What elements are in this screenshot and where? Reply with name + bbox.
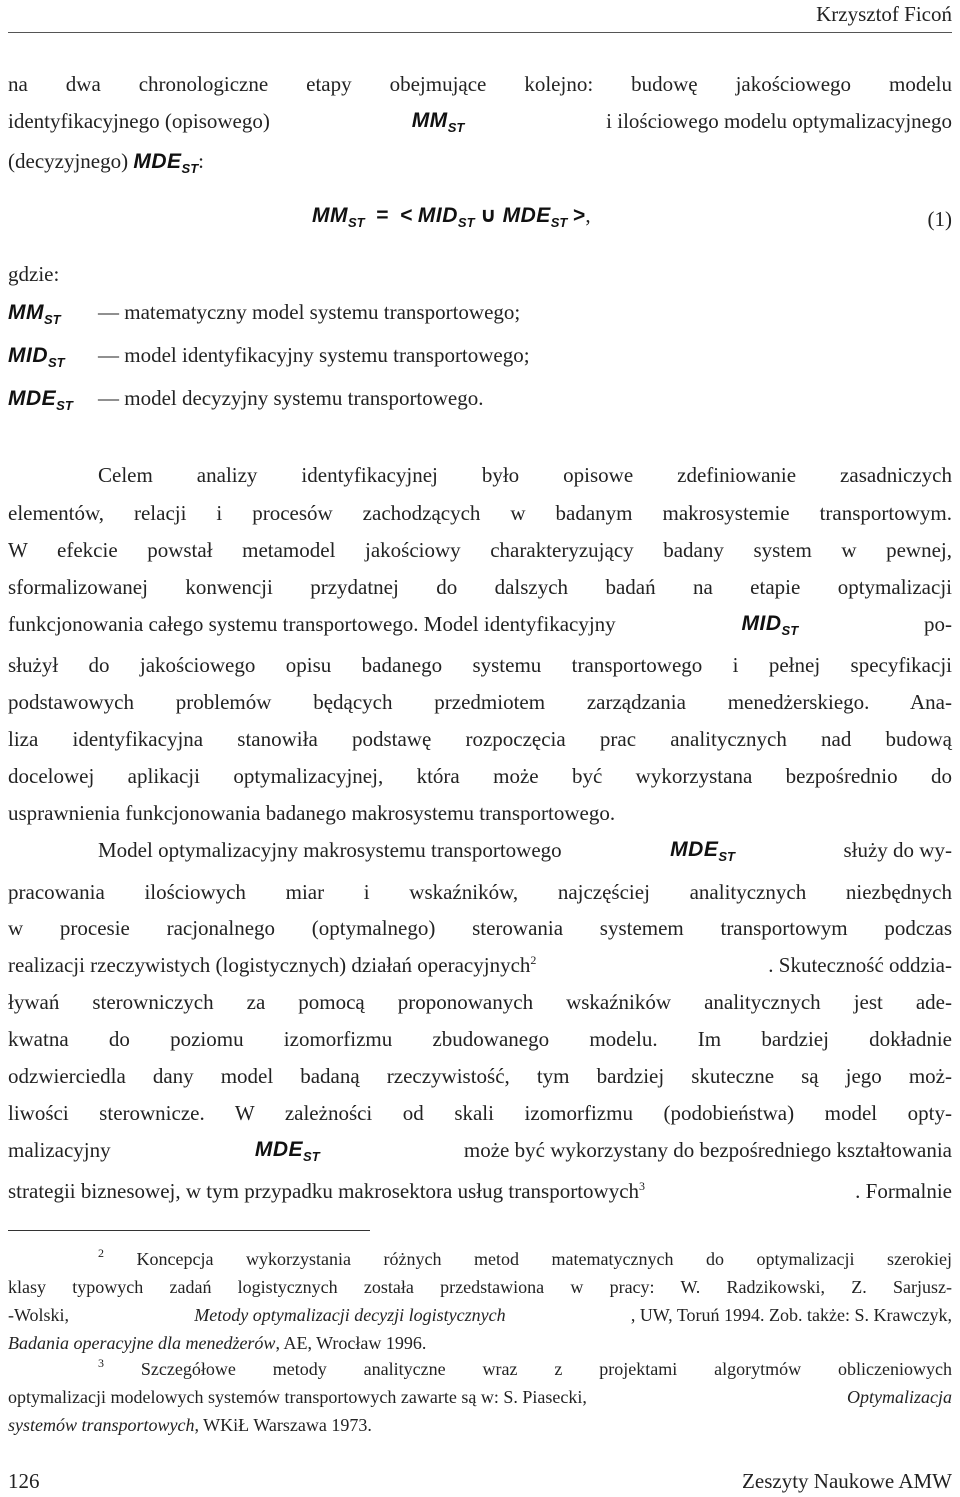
where-label: gdzie: [8,262,60,286]
intro-line-2-text-a: identyfikacyjnego (opisowego) [8,109,270,133]
footnote-rule [8,1230,370,1231]
para1-line-5 [8,612,952,638]
intro-line-3-colon: : [198,149,204,173]
para1-line-4: sformalizowanej konwencji przydatnej do dalszych badań na etapie optymalizacji [8,575,952,599]
para2-line-4-text-b: . Skuteczność oddzia- [768,953,952,977]
formula-equals: = [375,204,389,227]
para2-line-9-text-b: może być wykorzystany do bezpośredniego kształtowania [463,1138,952,1162]
where-symbol-mid: $MID_{ST}$ [8,344,65,370]
symbol-mde: $MDE_{ST}$ [133,150,199,176]
footnote-2-title-2: Badania operacyjne dla menedżerów [8,1333,276,1353]
intro-line-3-text: (decyzyjnego) [8,149,129,173]
footnote-2-line-3-text-b: , UW, Toruń 1994. Zob. także: S. Krawczyk, [630,1305,952,1325]
footnote-2-line-3 [8,1305,952,1326]
intro-line-1: na dwa chronologiczne etapy obejmujące kolejno: budowę jakościowego modelu [8,72,952,96]
para2-line-1 [98,838,952,864]
footnote-2-number: 2 [98,1246,104,1260]
para1-line-6: służył do jakościowego opisu badanego systemu transportowego i pełnej specyfikacji [8,653,952,677]
where-text-mid: — model identyfikacyjny systemu transportowego; [98,343,530,367]
footnote-2-line-2: klasy typowych zadań logistycznych została przedstawiona w pracy: W. Radzikowski, Z. Sarjusz- [8,1277,952,1297]
para1-line-5-hyphen: po- [924,612,952,636]
symbol-mm: $MM_{ST}$ [411,109,465,135]
para2-line-4 [8,953,952,978]
para1-line-5-text: funkcjonowania całego systemu transportowego. Model identyfikacyjny [8,612,616,636]
para2-line-8: liwości sterownicze. W zależności od skali izomorfizmu (podobieństwa) model opty- [8,1101,952,1125]
para1-line-3: W efekcie powstał metamodel jakościowy charakteryzujący badany system w pewnej, [8,538,952,562]
formula [312,203,591,230]
para1-line-8: liza identyfikacyjna stanowiła podstawę rozpoczęcia prac analitycznych nad budową [8,727,952,751]
footnote-ref-2: 2 [530,953,537,967]
para2-symbol-mde: $MDE_{ST}$ [670,838,735,864]
journal-name: Zeszyty Naukowe AMW [742,1469,952,1493]
formula-mde: $MDE_{ST}$ [502,204,568,230]
intro-line-2 [8,109,952,135]
footnote-2-line-4 [8,1333,952,1354]
para2-line-3: w procesie racjonalnego (optymalnego) sterowania systemem transportowym podczas [8,916,952,940]
intro-line-2-text-b: i ilościowego modelu optymalizacyjnego [606,109,952,133]
para2-line-4-text-a: realizacji rzeczywistych (logistycznych) działań operacyjnych$^2$ [8,953,537,977]
page-number: 126 [8,1469,40,1493]
footnote-2-title-1: Metody optymalizacji decyzji logistycznych [194,1305,506,1325]
where-text-mm: — matematyczny model systemu transportowego; [98,300,521,324]
para1-line-9: docelowej aplikacji optymalizacyjnej, która może być wykorzystana bezpośrednio do [8,764,952,788]
para1-line-7: podstawowych problemów będących przedmiotem zarządzania menedżerskiego. Ana- [8,690,952,714]
footnote-3-line-3 [8,1415,952,1436]
header-rule [8,32,952,33]
footnote-3-line-2-text: optymalizacji modelowych systemów transportowych zawarte są w: S. Piasecki, [8,1387,587,1407]
para2-line-10-text-a: strategii biznesowej, w tym przypadku makrosektora usług transportowych$^3$ [8,1179,646,1203]
footnote-3-line-2 [8,1387,952,1408]
footnote-3-number: 3 [98,1356,104,1370]
footnote-2-line-4-text: , AE, Wrocław 1996. [275,1333,427,1353]
footnote-3-title-a: Optymalizacja [847,1387,952,1407]
footnote-ref-3: 3 [639,1179,646,1193]
footnote-3-line-1: $^3$ Szczegółowe metody analityczne wraz z projektami algorytmów obliczeniowych [98,1356,953,1379]
where-item-mm [8,300,61,327]
where-symbol-mm: $MM_{ST}$ [8,301,61,327]
where-item-mid [8,343,65,370]
intro-line-3 [8,149,952,176]
footnote-2-line-3-text-a: -Wolski, [8,1305,70,1325]
formula-number: (1) [927,207,952,231]
para2-line-5: ływań sterowniczych za pomocą proponowanych wskaźników analitycznych jest ade- [8,990,952,1014]
formula-mm: $MM_{ST}$ [312,204,365,230]
formula-union: ∪ [479,204,498,227]
footnote-2-line-1: $^2$ Koncepcja wykorzystania różnych metod matematycznych do optymalizacji szerokiej [98,1246,952,1269]
para1-line-1: Celem analizy identyfikacyjnej było opisowe zdefiniowanie zasadniczych [98,463,952,487]
footnote-3-line-3-text: , WKiŁ Warszawa 1973. [194,1415,372,1435]
formula-gt: > [572,204,586,227]
para2-line-9-symbol-mde: $MDE_{ST}$ [254,1138,320,1164]
formula-mid: $MID_{ST}$ [417,204,475,230]
para1-line-2: elementów, relacji i procesów zachodzących w badanym makrosystemie transportowym. [8,501,952,525]
where-item-mde [8,386,73,413]
para2-line-1-text-b: służy do wy- [843,838,952,862]
para2-line-1-text-a: Model optymalizacyjny makrosystemu transportowego [98,838,562,862]
formula-comma: , [585,203,591,227]
para2-line-10-text-b: . Formalnie [855,1179,952,1203]
running-header-author: Krzysztof Ficoń [816,2,952,26]
where-text-mde: — model decyzyjny systemu transportowego. [98,386,484,410]
para2-line-7: odzwierciedla dany model badaną rzeczywistość, tym bardziej skuteczne są jego moż- [8,1064,952,1088]
para1-line-10: usprawnienia funkcjonowania badanego makrosystemu transportowego. [8,801,616,825]
para2-line-10 [8,1179,952,1204]
where-symbol-mde: $MDE_{ST}$ [8,387,73,413]
para1-symbol-mid: $MID_{ST}$ [741,612,799,638]
para2-line-9 [8,1138,952,1164]
formula-lt: < [399,204,413,227]
para2-line-9-text-a: malizacyjny [8,1138,111,1162]
para2-line-2: pracowania ilościowych miar i wskaźników, najczęściej analitycznych niezbędnych [8,880,952,904]
para2-line-6: kwatna do poziomu izomorfizmu zbudowanego modelu. Im bardziej dokładnie [8,1027,952,1051]
footnote-3-title-b: systemów transportowych [8,1415,195,1435]
